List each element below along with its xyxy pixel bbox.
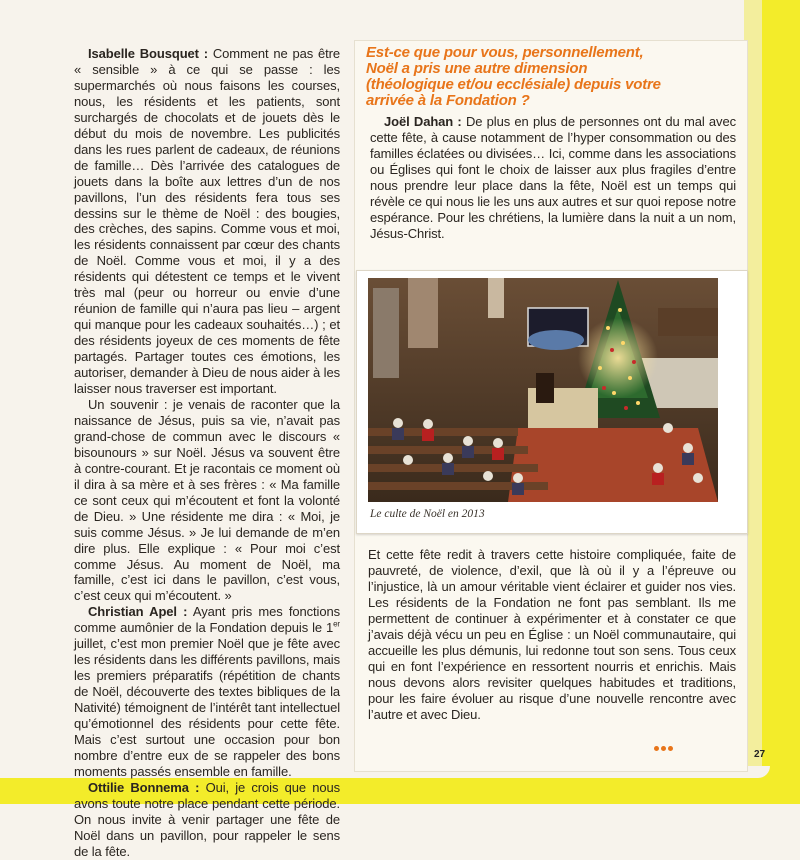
- speaker-name: Isabelle Bousquet :: [88, 46, 208, 61]
- photo-caption: Le culte de Noël en 2013: [370, 508, 485, 520]
- speaker-name: Ottilie Bonnema :: [88, 779, 200, 795]
- paragraph-text: Un souvenir : je venais de raconter que la naissance de Jésus, puis sa vie, n’avait pas grand-chose de commun avec le discours « bisounours » sur Noël. Jésus va souvent être à contre-courant. Et je racontais ce moment où il dira à sa mère et à ses frères : « Ma famille ce sont ceux qui m’écoutent et font la volonté de Dieu. » Une résidente me dira : « Moi, je suis comme Jésus. » Je lui demande de m’en dire plus. Elle explique : « Pour moi c’est comme Jésus. Au moment de Noël, ma famille, c’est ici dans le pavillon, c’est vous, c’est ceux qui m’écoutent. »: [74, 396, 340, 604]
- left-column: [74, 46, 340, 860]
- question-heading: Est-ce que pour vous, personnellement, Noël a pris une autre dimension (théologique et/ou ecclésiale) depuis votre arrivée à la Fondation ?: [366, 44, 661, 109]
- paragraph-text: De plus en plus de personnes ont du mal avec cette fête, à cause notamment de l’hyper consommation ou des familles éclatées ou divisées… Ici, comme dans les associations ou Églises qui font le choix de laisser aux plus fragiles d’entre nous prendre leur place dans la fête, Noël est un temps qui révèle ce qui nous lie les uns aux autres et sur quoi repose notre espérance. Pour les chrétiens, la lumière dans la nuit a un nom, Jésus-Christ.: [370, 114, 736, 241]
- yellow-edge: [762, 0, 800, 804]
- speaker-name: Christian Apel :: [88, 604, 188, 620]
- paragraph-isabelle: [74, 46, 340, 397]
- paragraph-christian: [74, 604, 340, 779]
- page-number: 27: [754, 749, 766, 760]
- paragraph-ottilie: [74, 780, 340, 860]
- continuation-dots-icon: [654, 738, 675, 756]
- paragraph-text: Et cette fête redit à travers cette histoire compliquée, faite de pauvreté, de violence, d’exil, que là où il y a l’épreuve ou l’injustice, là un amour véritable vient éclairer et guider nos vies. Les résidents de la Fondation ne font pas semblant. Ils me permettent de continuer à expérimenter et à constater ce que j’avais déjà vécu un peu en Église : un Noël communautaire, qui accueille les plus démunis, lui redonne tout son sens. Tous ceux qui en font l’expérience en ressortent nourris et enrichis. Mais nous devons alors revisiter quelques habitudes et traditions, pour les faire évoluer au risque d’une nouvelle rencontre avec l’autre et avec Dieu.: [368, 547, 736, 722]
- paragraph-text: juillet, c’est mon premier Noël que je fête avec les résidents dans les différents pavillons, mais les premiers préparatifs (répétition de chants de Noël, découverte des textes bibliques de la Nativité) témoignent de l’intérêt tant intellectuel qu’émotionnel des résidents pour cette fête. Mais c’est surtout une occasion pour bon nombre d’entre eux de se rappeler des bons moments passés ensemble en famille.: [74, 636, 340, 779]
- superscript: er: [333, 619, 340, 629]
- paragraph-text: Oui, je crois que nous avons toute notre place pendant cette période. On nous invite à venir partager une fête de Noël dans un pavillon, pour rappeler le sens de la fête.: [74, 779, 340, 859]
- paragraph-text: Ayant pris mes fonctions comme aumônier de la Fondation depuis le 1: [74, 604, 341, 636]
- right-column-bottom: [368, 547, 736, 722]
- speaker-name: Joël Dahan :: [384, 114, 462, 129]
- paragraph-continuation: [368, 547, 736, 722]
- paragraph-joel: [370, 114, 736, 242]
- church-illustration: [368, 278, 718, 502]
- right-column-top: [370, 114, 736, 242]
- paragraph-souvenir: [74, 397, 340, 604]
- church-christmas-photo: [368, 278, 718, 502]
- paragraph-text: Comment ne pas être « sensible » à ce qui se passe : les supermarchés où nous faisons les courses, nous, les résidents et les patients, sont surchargés de chocolats et de jouets dès le début du mois de novembre. Les publicités dans les rues parlent de cadeaux, de réunions de famille… Dès l’arrivée des catalogues de jouets dans la boîte aux lettres d’un de nos pavillons, l’un des résidents fera tous ses dessins sur le thème de Noël : des bougies, des crèches, des sapins. Comme vous et moi, les résidents connaissent par cœur des chants de Noël. Comme vous et moi, il y a des résidents qui détestent ce temps et le vivent très mal (peur ou horreur ou envie d’une réunion de famille qui n’aura pas lieu – argent qui manque pour les cadeaux souhaités…) ; et des résidents joyeux de ces moments de fête partagés. Partager toutes ces émotions, les autoriser, demander à Dieu de nous aider à les laisser nous traverser est important.: [74, 46, 340, 397]
